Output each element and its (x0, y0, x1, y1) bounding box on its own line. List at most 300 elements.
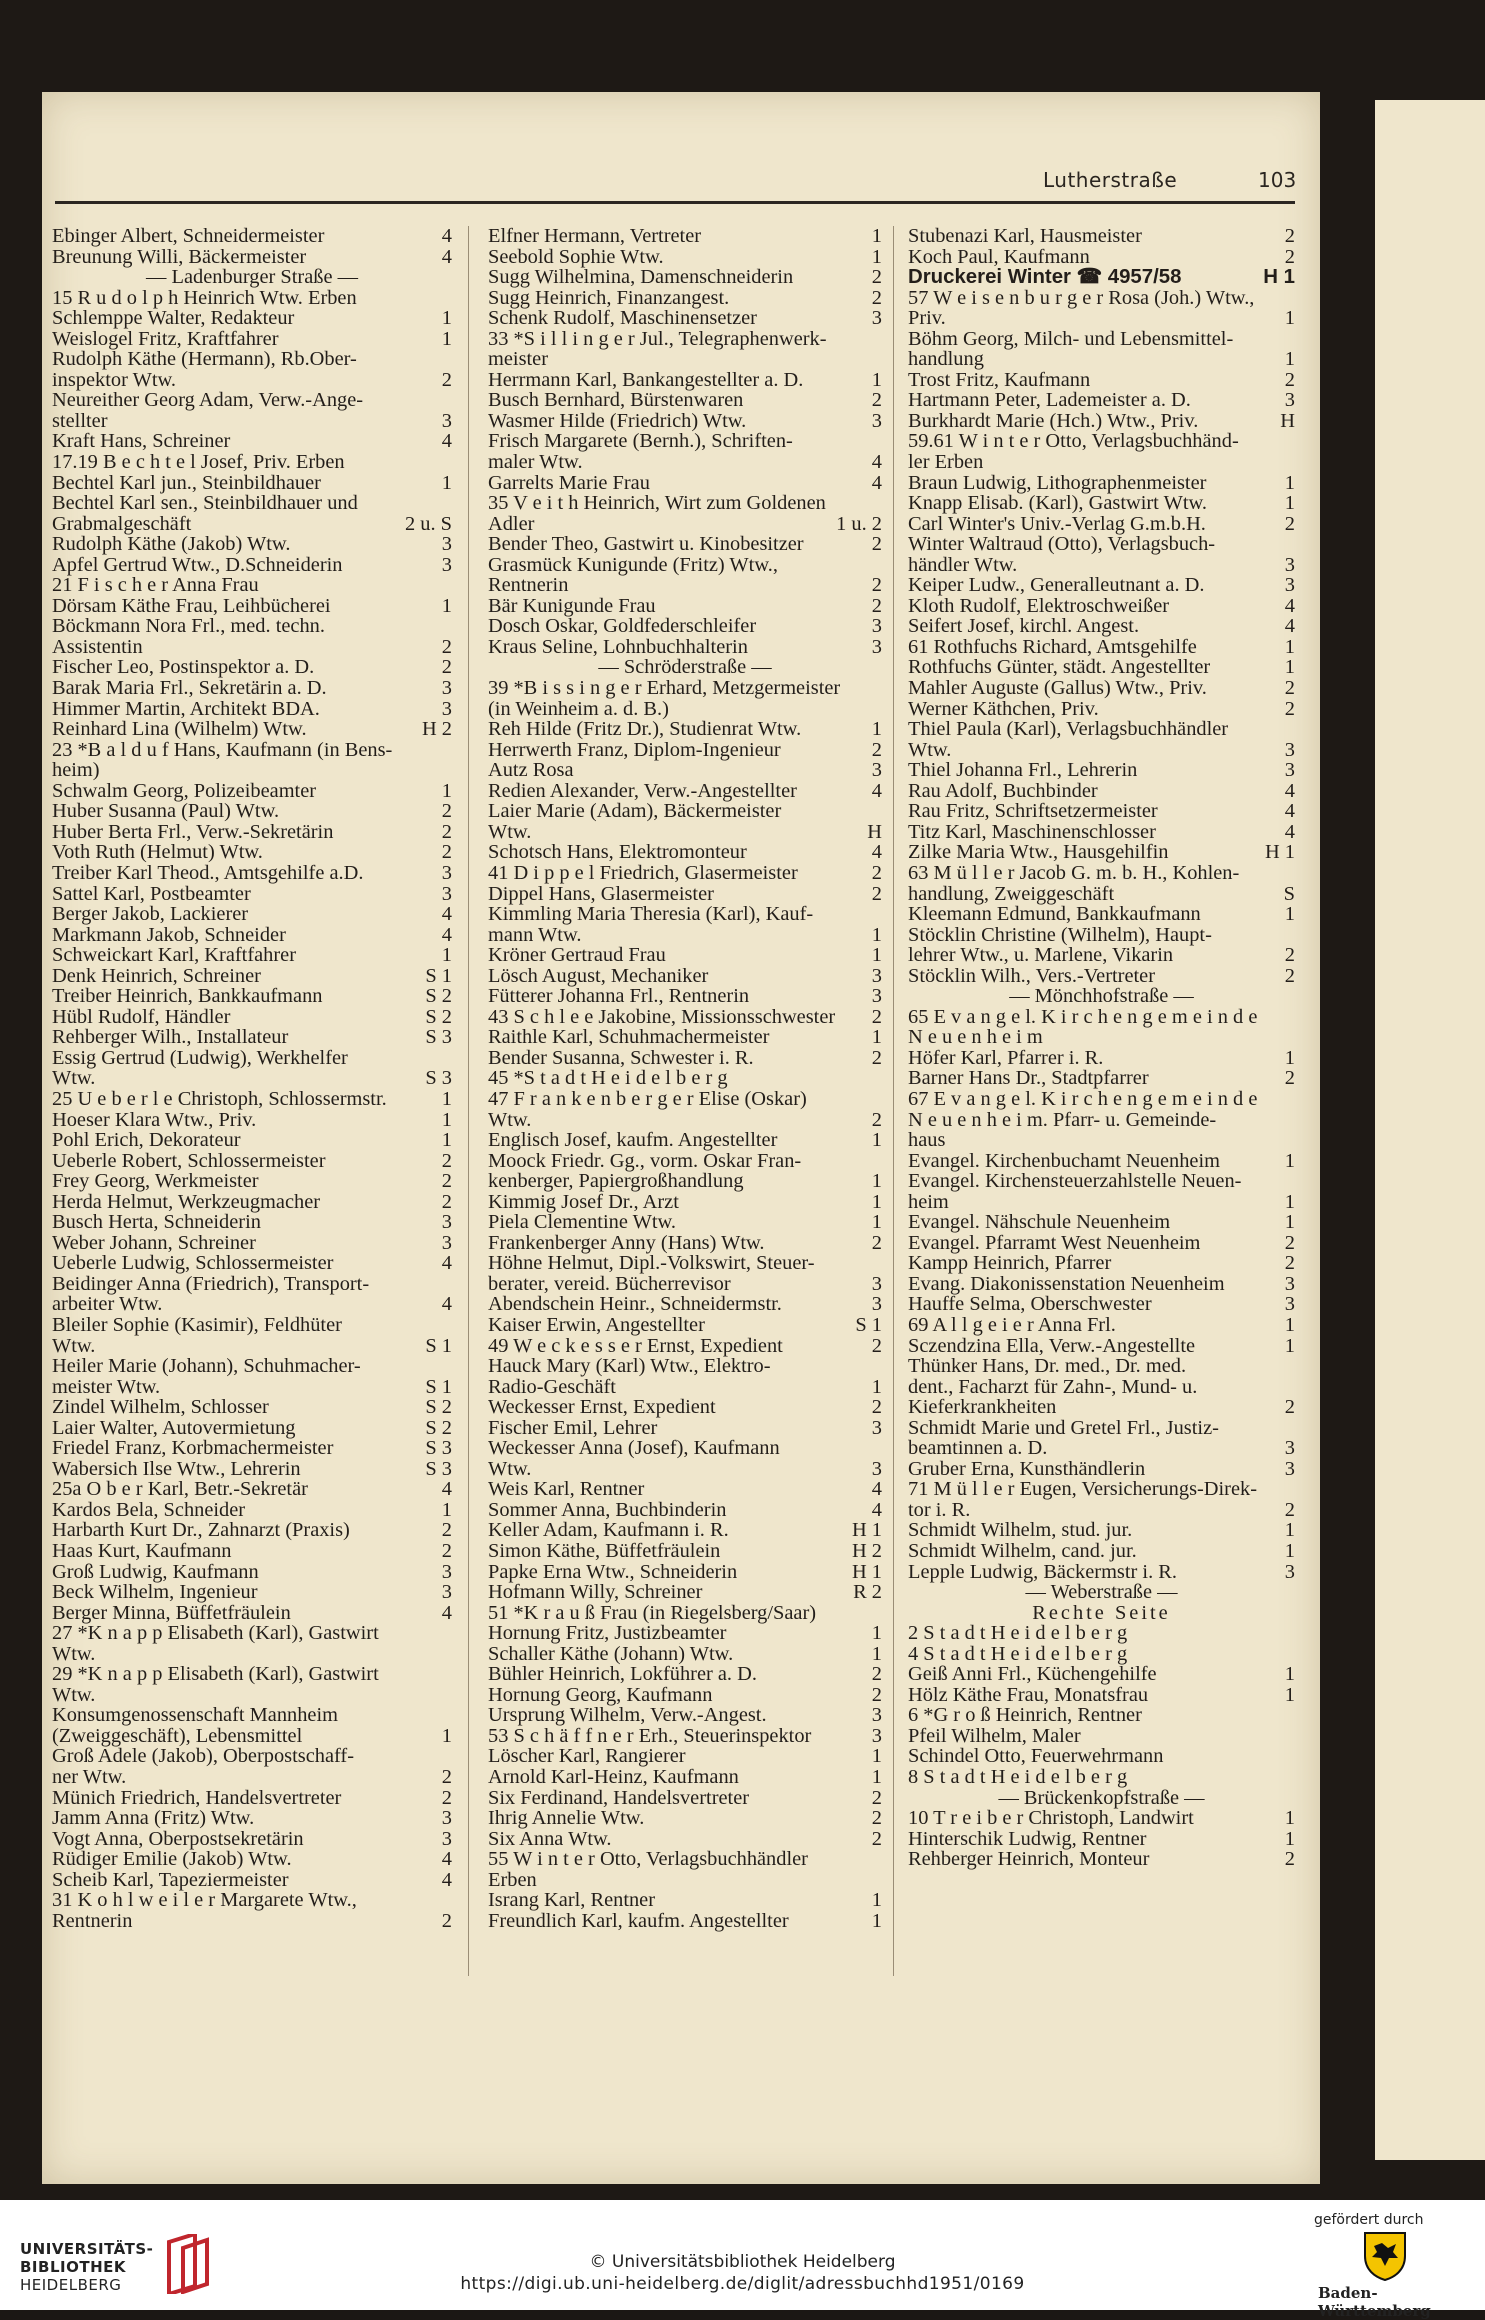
entry-text: Kraus Seline, Lohnbuchhalterin (488, 635, 748, 658)
entry-text: Hartmann Peter, Lademeister a. D. (908, 389, 1191, 412)
entry-text: handlung (908, 348, 984, 371)
directory-entry (908, 1767, 1295, 1788)
entry-text: Sommer Anna, Buchbinderin (488, 1498, 727, 1521)
floor-indicator: 1 (441, 471, 452, 494)
entry-text: Böhm Georg, Milch- und Lebensmittel- (908, 327, 1234, 350)
entry-text: Schenk Rudolf, Maschinensetzer (488, 307, 757, 330)
floor-indicator: 3 (1284, 553, 1295, 576)
directory-entry (488, 719, 882, 740)
directory-entry (488, 1479, 882, 1500)
entry-text: Ihrig Annelie Wtw. (488, 1807, 645, 1830)
directory-entry (908, 1110, 1295, 1131)
floor-indicator: 3 (871, 985, 882, 1008)
directory-entry (488, 863, 882, 884)
directory-entry (488, 1623, 882, 1644)
entry-text: Berger Minna, Büffetfräulein (52, 1601, 291, 1624)
entry-text: (in Weinheim a. d. B.) (488, 697, 669, 720)
directory-entry (488, 1685, 882, 1706)
directory-entry (52, 699, 452, 720)
entry-text: Schmidt Wilhelm, stud. jur. (908, 1519, 1133, 1542)
floor-indicator: 4 (441, 923, 452, 946)
entry-text: 17.19 B e c h t e l Josef, Priv. Erben (52, 451, 345, 474)
entry-text: Hofmann Willy, Schreiner (488, 1581, 703, 1604)
entry-text: Höhne Helmut, Dipl.-Volkswirt, Steuer- (488, 1252, 815, 1275)
floor-indicator: 2 (1284, 368, 1295, 391)
entry-text: berater, vereid. Bücherrevisor (488, 1272, 731, 1295)
directory-entry (488, 1253, 882, 1274)
entry-text: 55 W i n t e r Otto, Verlagsbuchhändler (488, 1848, 808, 1871)
entry-text: Reh Hilde (Fritz Dr.), Studienrat Wtw. (488, 718, 802, 741)
directory-entry (908, 1685, 1295, 1706)
directory-entry (908, 1541, 1295, 1562)
entry-text: Carl Winter's Univ.-Verlag G.m.b.H. (908, 512, 1206, 535)
directory-entry (908, 925, 1295, 946)
floor-indicator: 1 (871, 1766, 882, 1789)
directory-entry (908, 1438, 1295, 1459)
floor-indicator: 1 (1284, 348, 1295, 371)
directory-entry (52, 1705, 452, 1726)
directory-entry (908, 596, 1295, 617)
floor-indicator: 1 (871, 1026, 882, 1049)
directory-entry (52, 1356, 452, 1377)
floor-indicator: 4 (1284, 820, 1295, 843)
directory-entry (488, 1603, 882, 1624)
permalink-url[interactable]: https://digi.ub.uni-heidelberg.de/diglit/adressbuchhd1951/0169 (460, 2274, 1025, 2294)
entry-text: Hinterschik Ludwig, Rentner (908, 1827, 1147, 1850)
entry-text: arbeiter Wtw. (52, 1293, 163, 1316)
floor-indicator: 3 (871, 1272, 882, 1295)
directory-entry (52, 904, 452, 925)
entry-text: Huber Berta Frl., Verw.-Sekretärin (52, 820, 334, 843)
floor-indicator: 1 (441, 1724, 452, 1747)
floor-indicator: 2 (1284, 1396, 1295, 1419)
directory-entry (488, 596, 882, 617)
floor-indicator: 2 (871, 1683, 882, 1706)
floor-indicator: 2 (871, 1807, 882, 1830)
directory-entry (52, 411, 452, 432)
entry-text: Kröner Gertraud Frau (488, 944, 666, 967)
floor-indicator: 2 (871, 533, 882, 556)
entry-text: kenberger, Papiergroßhandlung (488, 1170, 744, 1193)
entry-text: — Weberstraße — (1025, 1581, 1178, 1604)
directory-entry (908, 616, 1295, 637)
entry-text: Hauck Mary (Karl) Wtw., Elektro- (488, 1355, 771, 1378)
entry-text: 63 M ü l l e r Jacob G. m. b. H., Kohlen- (908, 861, 1240, 884)
directory-entry (908, 781, 1295, 802)
directory-entry (908, 370, 1295, 391)
floor-indicator: 3 (441, 677, 452, 700)
floor-indicator: 2 (871, 574, 882, 597)
entry-text: 61 Rothfuchs Richard, Amtsgehilfe (908, 635, 1197, 658)
entry-text: 45 *S t a d t H e i d e l b e r g (488, 1067, 728, 1090)
directory-entry (908, 1644, 1295, 1665)
directory-entry (52, 1541, 452, 1562)
entry-text: Scheib Karl, Tapeziermeister (52, 1868, 289, 1891)
column-divider (468, 226, 469, 1976)
entry-text: Winter Waltraud (Otto), Verlagsbuch- (908, 533, 1216, 556)
entry-text: Beck Wilhelm, Ingenieur (52, 1581, 258, 1604)
directory-entry (52, 1438, 452, 1459)
directory-entry (488, 1130, 882, 1151)
floor-indicator: 1 u. 2 (836, 512, 882, 535)
directory-entry (52, 822, 452, 843)
directory-entry (908, 1623, 1295, 1644)
directory-entry (488, 637, 882, 658)
directory-entry (908, 431, 1295, 452)
entry-text: (Zweiggeschäft), Lebensmittel (52, 1724, 303, 1747)
floor-indicator: 3 (1284, 389, 1295, 412)
directory-entry (52, 1315, 452, 1336)
floor-indicator: 1 (441, 779, 452, 802)
entry-text: Herrmann Karl, Bankangestellter a. D. (488, 368, 804, 391)
directory-entry (52, 986, 452, 1007)
floor-indicator: 4 (441, 1868, 452, 1891)
directory-entry (488, 1808, 882, 1829)
entry-text: 39 *B i s s i n g e r Erhard, Metzgermeister (488, 677, 841, 700)
floor-indicator: 4 (441, 245, 452, 268)
floor-indicator: 2 (1284, 1231, 1295, 1254)
entry-text: Haas Kurt, Kaufmann (52, 1540, 232, 1562)
directory-entry (908, 308, 1295, 329)
entry-text: Hübl Rudolf, Händler (52, 1005, 231, 1028)
entry-text: Schlemppe Walter, Redakteur (52, 307, 295, 330)
floor-indicator: S (1283, 882, 1295, 905)
floor-indicator: 4 (1284, 594, 1295, 617)
floor-indicator: 2 (441, 1149, 452, 1172)
floor-indicator: 1 (1284, 903, 1295, 926)
entry-text: Apfel Gertrud Wtw., D.Schneiderin (52, 553, 343, 576)
floor-indicator: 1 (1284, 1334, 1295, 1357)
floor-indicator: 1 (1284, 635, 1295, 658)
directory-entry (908, 1520, 1295, 1541)
directory-entry (908, 1418, 1295, 1439)
floor-indicator: 4 (441, 1252, 452, 1275)
floor-indicator: 3 (441, 1560, 452, 1583)
directory-entry (908, 1171, 1295, 1192)
directory-entry (488, 740, 882, 761)
entry-text: Kimmig Josef Dr., Arzt (488, 1190, 679, 1213)
directory-entry (52, 1890, 452, 1911)
entry-text: Autz Rosa (488, 759, 574, 782)
directory-entry (488, 1274, 882, 1295)
entry-text: Barak Maria Frl., Sekretärin a. D. (52, 677, 327, 700)
entry-text: Schmidt Marie und Gretel Frl., Justiz- (908, 1416, 1219, 1439)
entry-text: Weckesser Anna (Josef), Kaufmann (488, 1437, 780, 1460)
entry-text: haus (908, 1129, 946, 1152)
floor-indicator: 3 (441, 697, 452, 720)
floor-indicator: 1 (1284, 1149, 1295, 1172)
entry-text: — Mönchhofstraße — (1009, 985, 1194, 1008)
entry-text: Böckmann Nora Frl., med. techn. (52, 615, 325, 638)
entry-text: Erben (488, 1868, 537, 1891)
directory-entry (488, 801, 882, 822)
entry-text: N e u e n h e i m. Pfarr- u. Gemeinde- (908, 1108, 1217, 1131)
floor-indicator: 1 (1284, 656, 1295, 679)
floor-indicator: H 2 (851, 1540, 882, 1562)
directory-entry (52, 1562, 452, 1583)
floor-indicator: 3 (871, 409, 882, 432)
directory-entry (52, 616, 452, 637)
floor-indicator: 2 (441, 1766, 452, 1789)
directory-entry (908, 1315, 1295, 1336)
directory-entry (908, 1705, 1295, 1726)
entry-text: Lösch August, Mechaniker (488, 964, 709, 987)
entry-text: Seebold Sophie Wtw. (488, 245, 664, 268)
directory-entry (488, 1397, 882, 1418)
floor-indicator: 3 (441, 533, 452, 556)
entry-text: Adler (488, 512, 535, 535)
entry-text: Mahler Auguste (Gallus) Wtw., Priv. (908, 677, 1207, 700)
directory-entry (908, 247, 1295, 268)
directory-entry (488, 1746, 882, 1767)
entry-text: Rüdiger Emilie (Jakob) Wtw. (52, 1848, 292, 1871)
entry-text: Friedel Franz, Korbmachermeister (52, 1437, 334, 1460)
directory-entry (488, 1418, 882, 1439)
floor-indicator: 2 (871, 861, 882, 884)
directory-entry (908, 1212, 1295, 1233)
entry-text: Breunung Willi, Bäckermeister (52, 245, 307, 268)
entry-text: beamtinnen a. D. (908, 1437, 1048, 1460)
floor-indicator: 2 (871, 1231, 882, 1254)
directory-entry (488, 1870, 882, 1891)
directory-entry (52, 1377, 452, 1398)
entry-text: lehrer Wtw., u. Marlene, Vikarin (908, 944, 1174, 967)
directory-entry (908, 329, 1295, 350)
floor-indicator: 3 (871, 759, 882, 782)
entry-text: 65 E v a n g e l. K i r c h e n g e m e i n d e (908, 1005, 1258, 1028)
library-name-line-3: HEIDELBERG (20, 2276, 122, 2294)
entry-text: Evang. Diakonissenstation Neuenheim (908, 1272, 1225, 1295)
entry-text: Weislogel Fritz, Kraftfahrer (52, 327, 279, 350)
entry-text: Herda Helmut, Werkzeugmacher (52, 1190, 321, 1213)
floor-indicator: 1 (441, 307, 452, 330)
directory-entry (52, 1726, 452, 1747)
floor-indicator: 1 (1284, 1519, 1295, 1542)
page-number: 103 (1258, 168, 1297, 192)
entry-text: Hornung Fritz, Justizbeamter (488, 1622, 727, 1645)
directory-entry (488, 1849, 882, 1870)
floor-indicator: 1 (871, 1375, 882, 1398)
directory-entry (908, 267, 1295, 288)
entry-text: Höfer Karl, Pfarrer i. R. (908, 1046, 1104, 1069)
directory-entry (52, 678, 452, 699)
floor-indicator: S 3 (425, 1026, 452, 1049)
entry-text: 57 W e i s e n b u r g e r Rosa (Joh.) Wtw., (908, 286, 1255, 309)
entry-text: Zilke Maria Wtw., Hausgehilfin (908, 841, 1169, 864)
entry-text: Schindel Otto, Feuerwehrmann (908, 1745, 1164, 1768)
entry-text: meister Wtw. (52, 1375, 161, 1398)
directory-entry (908, 966, 1295, 987)
entry-text: Jamm Anna (Fritz) Wtw. (52, 1807, 255, 1830)
entry-text: Ursprung Wilhelm, Verw.-Angest. (488, 1704, 767, 1727)
entry-text: Englisch Josef, kaufm. Angestellter (488, 1129, 778, 1152)
entry-text: Gruber Erna, Kunsthändlerin (908, 1457, 1146, 1480)
directory-entry (908, 740, 1295, 761)
directory-entry (908, 411, 1295, 432)
floor-indicator: 2 (441, 1170, 452, 1193)
floor-indicator: 1 (441, 944, 452, 967)
directory-entry (52, 390, 452, 411)
directory-entry (908, 1048, 1295, 1069)
entry-text: 15 R u d o l p h Heinrich Wtw. Erben (52, 286, 357, 309)
directory-entry (908, 1274, 1295, 1295)
directory-entry (908, 226, 1295, 247)
floor-indicator: 4 (441, 225, 452, 247)
entry-text: Fischer Emil, Lehrer (488, 1416, 658, 1439)
entry-text: Werner Käthchen, Priv. (908, 697, 1099, 720)
entry-text: Voth Ruth (Helmut) Wtw. (52, 841, 263, 864)
directory-entry (488, 1315, 882, 1336)
floor-indicator: 3 (441, 409, 452, 432)
directory-entry (908, 637, 1295, 658)
entry-text: Herrwerth Franz, Diplom-Ingenieur (488, 738, 781, 761)
directory-entry (908, 1007, 1295, 1028)
entry-text: heim) (52, 759, 100, 782)
entry-text: Huber Susanna (Paul) Wtw. (52, 800, 280, 823)
entry-text: Radio-Geschäft (488, 1375, 616, 1398)
directory-entry (52, 719, 452, 740)
floor-indicator: 1 (871, 1170, 882, 1193)
floor-indicator: 1 (441, 594, 452, 617)
directory-entry (488, 431, 882, 452)
entry-text: Essig Gertrud (Ludwig), Werkhelfer (52, 1046, 348, 1069)
directory-entry (52, 863, 452, 884)
directory-entry (488, 1233, 882, 1254)
floor-indicator: S 1 (425, 1334, 452, 1357)
entry-text: Evangel. Kirchenbuchamt Neuenheim (908, 1149, 1220, 1172)
entry-text: 59.61 W i n t e r Otto, Verlagsbuchhänd- (908, 430, 1239, 453)
directory-entry (488, 884, 882, 905)
directory-entry (52, 1151, 452, 1172)
directory-entry (908, 452, 1295, 473)
directory-entry (908, 1500, 1295, 1521)
state-crest-icon (1362, 2230, 1408, 2282)
floor-indicator: 1 (1284, 1540, 1295, 1562)
entry-text: Weckesser Ernst, Expedient (488, 1396, 716, 1419)
entry-text: Bleiler Sophie (Kasimir), Feldhüter (52, 1313, 342, 1336)
directory-entry (908, 884, 1295, 905)
entry-text: Markmann Jakob, Schneider (52, 923, 286, 946)
entry-text: Himmer Martin, Architekt BDA. (52, 697, 320, 720)
directory-entry (488, 534, 882, 555)
directory-entry (488, 452, 882, 473)
floor-indicator: 2 (871, 1396, 882, 1419)
directory-entry (908, 349, 1295, 370)
floor-indicator: 3 (441, 553, 452, 576)
entry-text: Berger Jakob, Lackierer (52, 903, 249, 926)
entry-text: Frankenberger Anny (Hans) Wtw. (488, 1231, 765, 1254)
entry-text: 43 S c h l e e Jakobine, Missionsschwester (488, 1005, 836, 1028)
directory-entry (52, 329, 452, 350)
entry-text: Bender Susanna, Schwester i. R. (488, 1046, 754, 1069)
entry-text: 6 *G r o ß Heinrich, Rentner (908, 1704, 1142, 1727)
entry-text: Zindel Wilhelm, Schlosser (52, 1396, 269, 1419)
entry-text: Rothfuchs Günter, städt. Angestellter (908, 656, 1211, 679)
floor-indicator: 4 (441, 1601, 452, 1624)
directory-entry (488, 514, 882, 535)
entry-text: Geiß Anni Frl., Küchengehilfe (908, 1663, 1157, 1686)
directory-entry (488, 699, 882, 720)
directory-entry (488, 349, 882, 370)
entry-text: 67 E v a n g e l. K i r c h e n g e m e i n d e (908, 1087, 1258, 1110)
floor-indicator: 2 (1284, 697, 1295, 720)
column-divider (893, 226, 894, 1976)
directory-entry (52, 1500, 452, 1521)
directory-entry (488, 247, 882, 268)
directory-entry (52, 1829, 452, 1850)
floor-indicator: S 2 (425, 985, 452, 1008)
directory-entry (52, 1048, 452, 1069)
floor-indicator: 2 (441, 800, 452, 823)
entry-text: Knapp Elisab. (Karl), Gastwirt Wtw. (908, 492, 1207, 515)
entry-text: Thiel Johanna Frl., Lehrerin (908, 759, 1138, 782)
entry-text: Busch Herta, Schneiderin (52, 1211, 261, 1234)
directory-entry (908, 842, 1295, 863)
entry-text: Evangel. Pfarramt West Neuenheim (908, 1231, 1201, 1254)
floor-indicator: 2 (1284, 225, 1295, 247)
directory-entry (488, 781, 882, 802)
floor-indicator: 3 (441, 1211, 452, 1234)
entry-text: — Ladenburger Straße — (146, 266, 358, 289)
directory-entry (488, 1027, 882, 1048)
floor-indicator: 2 (441, 820, 452, 843)
directory-entry (488, 1562, 882, 1583)
floor-indicator: 2 (871, 266, 882, 289)
floor-indicator: 4 (871, 471, 882, 494)
entry-text: Vogt Anna, Oberpostsekretärin (52, 1827, 304, 1850)
floor-indicator: 1 (871, 1622, 882, 1645)
directory-entry (908, 1089, 1295, 1110)
floor-indicator: 3 (1284, 1437, 1295, 1460)
directory-entry (52, 493, 452, 514)
directory-column-3 (908, 226, 1295, 1870)
directory-entry (908, 1664, 1295, 1685)
entry-text: Groß Adele (Jakob), Oberpostschaff- (52, 1745, 354, 1768)
directory-entry (908, 1479, 1295, 1500)
entry-text: 25 U e b e r l e Christoph, Schlossermstr. (52, 1087, 387, 1110)
entry-text: Wtw. (52, 1683, 96, 1706)
entry-text: Laier Marie (Adam), Bäckermeister (488, 800, 782, 823)
directory-entry (908, 1459, 1295, 1480)
floor-indicator: S 1 (425, 964, 452, 987)
entry-text: Rentnerin (488, 574, 569, 597)
entry-text: Frisch Margarete (Bernh.), Schriften- (488, 430, 793, 453)
floor-indicator: 1 (1284, 1046, 1295, 1069)
directory-entry (488, 1520, 882, 1541)
entry-text: 47 F r a n k e n b e r g e r Elise (Oskar) (488, 1087, 807, 1110)
directory-entry (52, 1068, 452, 1089)
entry-text: 10 T r e i b e r Christoph, Landwirt (908, 1807, 1194, 1830)
entry-text: 27 *K n a p p Elisabeth (Karl), Gastwirt (52, 1622, 379, 1645)
entry-text: 71 M ü l l e r Eugen, Versicherungs-Direk- (908, 1478, 1258, 1501)
directory-entry (52, 1336, 452, 1357)
page-edge-strip (1375, 100, 1485, 2160)
entry-text: Schaller Käthe (Johann) Wtw. (488, 1642, 734, 1665)
directory-entry (488, 1890, 882, 1911)
entry-text: meister (488, 348, 549, 371)
entry-text: Wtw. (52, 1642, 96, 1665)
floor-indicator: 2 (441, 656, 452, 679)
directory-entry (908, 1233, 1295, 1254)
directory-entry (488, 1192, 882, 1213)
directory-entry (908, 760, 1295, 781)
entry-text: Barner Hans Dr., Stadtpfarrer (908, 1067, 1149, 1090)
entry-text: 23 *B a l d u f Hans, Kaufmann (in Bens- (52, 738, 393, 761)
floor-indicator: H 1 (1263, 266, 1295, 289)
directory-entry (488, 1212, 882, 1233)
directory-entry (488, 267, 882, 288)
directory-entry (488, 1644, 882, 1665)
